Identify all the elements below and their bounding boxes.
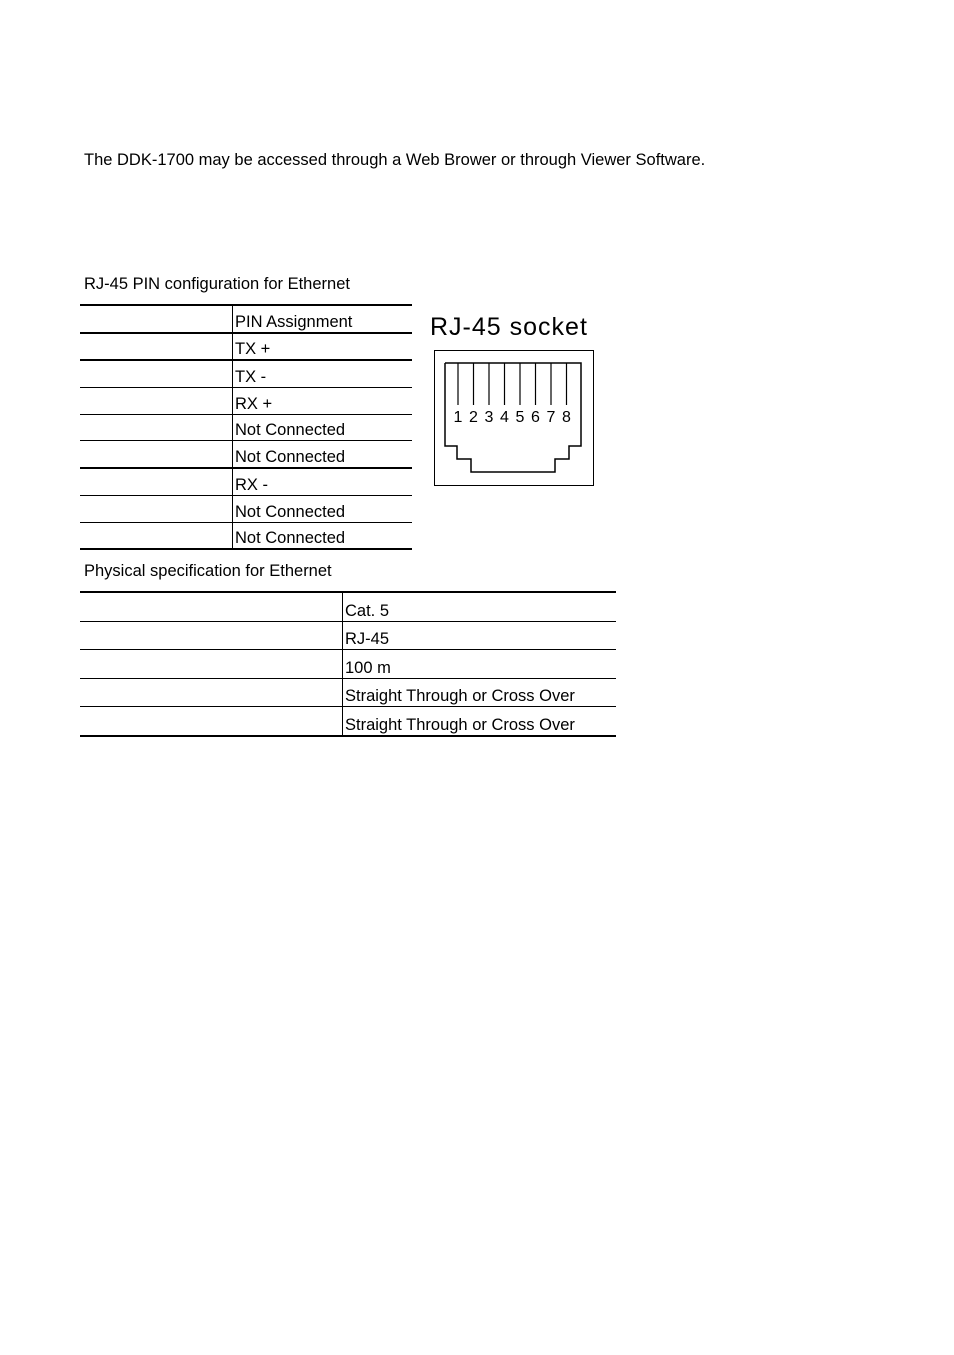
- pin-config-cell-left: [80, 522, 233, 549]
- physical-spec-cell-right: Straight Through or Cross Over: [343, 707, 617, 736]
- table-row: [80, 707, 616, 736]
- table-row: [80, 678, 616, 707]
- pin-config-cell-left: [80, 305, 233, 333]
- socket-pin-label: 4: [500, 409, 509, 426]
- table-row: [80, 621, 616, 650]
- physical-spec-cell-left: [80, 650, 343, 679]
- physical-spec-cell-right: Cat. 5: [345, 601, 390, 620]
- table-row: [80, 305, 412, 333]
- pin-config-cell-right: TX -: [233, 360, 413, 387]
- table-row: [80, 388, 412, 415]
- table-row: [80, 522, 412, 549]
- pin-config-cell-left: [80, 388, 233, 415]
- pin-config-cell-right: Not Connected: [233, 522, 413, 549]
- socket-title: RJ-45 socket: [430, 313, 588, 341]
- pin-config-cell-right: Not Connected: [233, 441, 413, 468]
- pin-config-cell-right: RX +: [233, 388, 413, 415]
- socket-pin-label: 8: [562, 409, 571, 426]
- pin-config-cell-right: TX +: [233, 333, 413, 361]
- pin-config-cell-left: [80, 333, 233, 361]
- socket-pin-label: 1: [453, 409, 463, 426]
- socket-pins: [458, 363, 567, 405]
- pin-config-cell-left: [80, 468, 233, 495]
- socket-outline: [445, 363, 581, 472]
- socket-pin-label: 6: [531, 409, 540, 426]
- pin-config-cell-left: [80, 360, 233, 387]
- socket-pin-label: 2: [469, 409, 478, 426]
- table-row: [80, 441, 412, 468]
- pin-config-caption: RJ-45 PIN configuration for Ethernet: [84, 275, 350, 293]
- pin-config-cell-left: [80, 414, 233, 441]
- table-row: [80, 360, 412, 387]
- physical-spec-cell-right: Straight Through or Cross Over: [343, 678, 617, 707]
- physical-spec-table: [80, 591, 616, 737]
- physical-spec-cell-left: [80, 592, 343, 621]
- table-row: [80, 333, 412, 361]
- pin-config-cell-right: Not Connected: [233, 495, 413, 522]
- table-row: [80, 495, 412, 522]
- table-row: [80, 414, 412, 441]
- socket-pin-labels: [454, 409, 572, 426]
- rj45-socket-icon: [435, 351, 593, 485]
- pin-config-cell-left: [80, 441, 233, 468]
- pin-config-table: [80, 304, 412, 550]
- physical-spec-caption: Physical specification for Ethernet: [84, 562, 332, 580]
- rj45-socket-diagram: [434, 350, 594, 486]
- physical-spec-cell-right: 100 m: [343, 650, 617, 679]
- physical-spec-cell-left: [80, 707, 343, 736]
- socket-pin-label: 7: [546, 409, 556, 426]
- physical-spec-cell-left: [80, 621, 343, 650]
- intro-paragraph: The DDK-1700 may be accessed through a Web Brower or through Viewer Software.: [84, 151, 706, 169]
- pin-config-cell-right: RX -: [233, 468, 413, 495]
- pin-config-cell-right: Not Connected: [233, 414, 413, 441]
- physical-spec-cell-right: RJ-45: [343, 621, 617, 650]
- pin-config-cell-right: PIN Assignment: [235, 312, 353, 331]
- socket-pin-label: 3: [484, 409, 494, 426]
- table-row: [80, 468, 412, 495]
- table-row: [80, 650, 616, 679]
- table-row: [80, 592, 616, 621]
- physical-spec-cell-left: [80, 678, 343, 707]
- pin-config-cell-left: [80, 495, 233, 522]
- socket-pin-label: 5: [515, 409, 525, 426]
